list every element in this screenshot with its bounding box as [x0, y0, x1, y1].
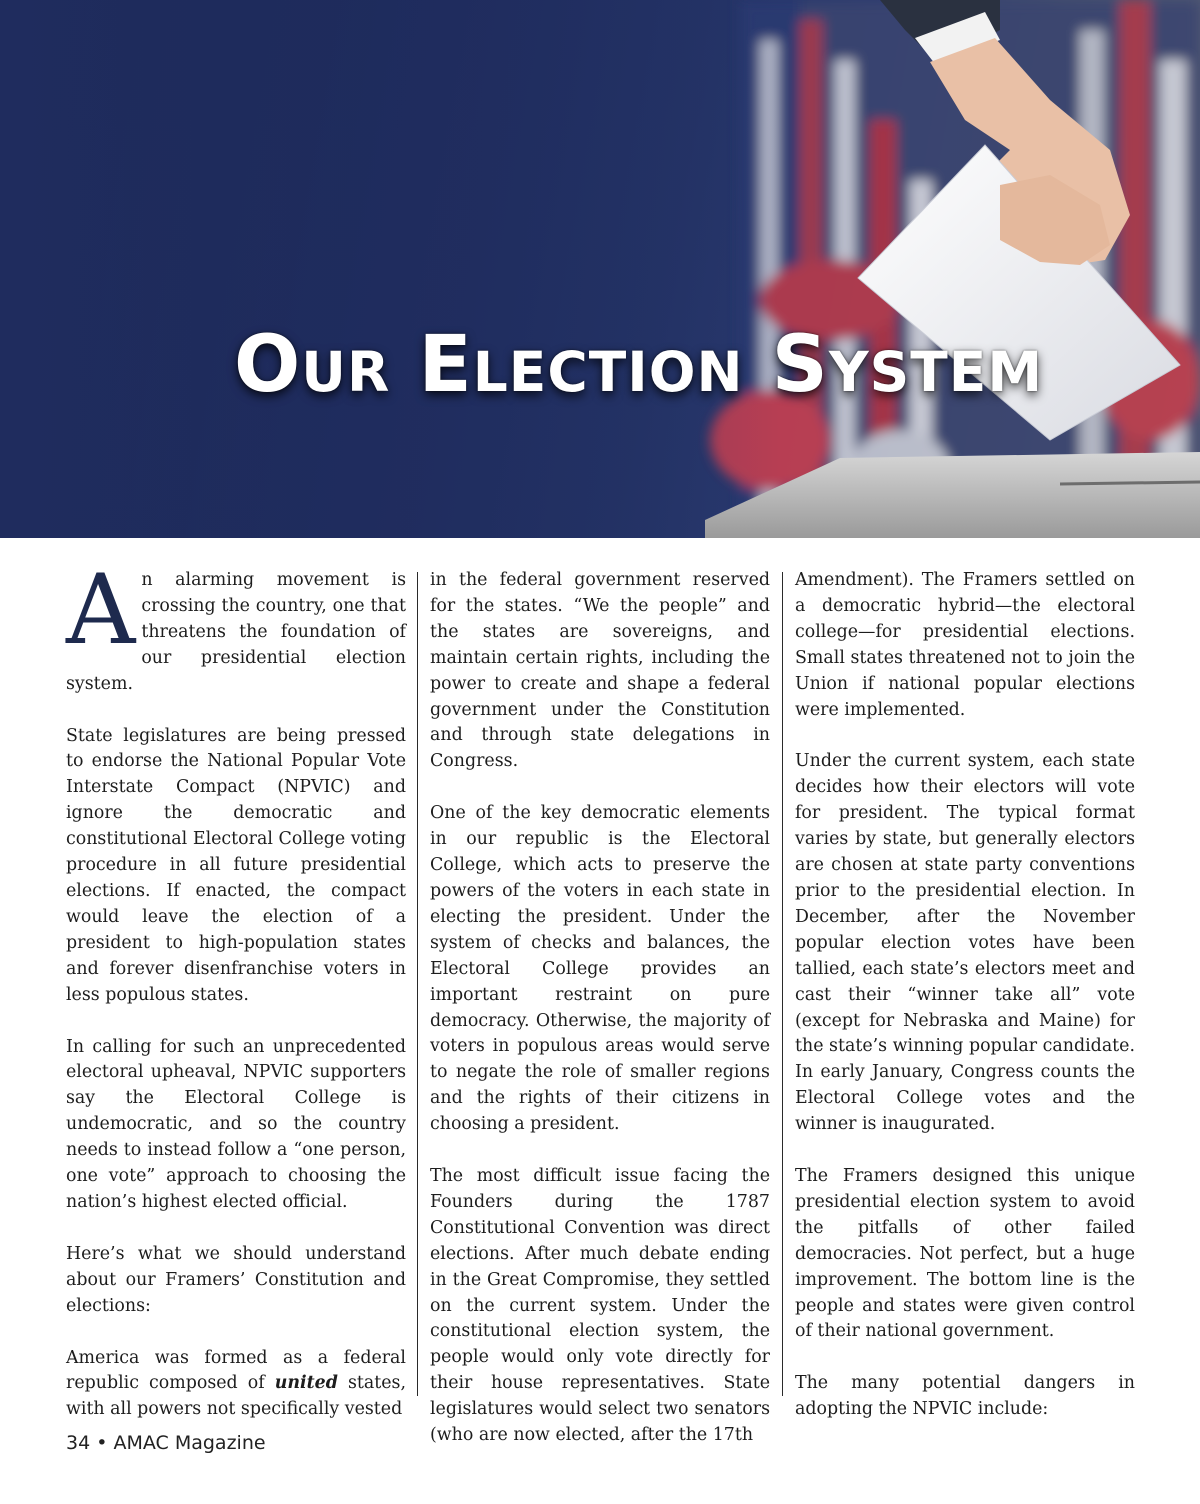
- article-paragraph: Here’s what we should understand about our Framers’ Constitution and elections:: [66, 1243, 406, 1316]
- page-title: Our Election System: [234, 320, 1044, 410]
- article-paragraph: The most difficult issue facing the Founders during the 1787 Constitutional Convention was direct elections. After much debate ending in the Great Compromise, they settled on the current system. Under the constitutional election system, the people would only vote directly for their house representatives. State legislatures would select two senators (who are now elected, after the 17th: [430, 1166, 770, 1446]
- page-footer: 34 • AMAC Magazine: [66, 1432, 266, 1454]
- article-paragraph: Under the current system, each state decides how their electors will vote for president. The typical format varies by state, but generally electors are chosen at state party conventions prior to the presidential election. In December, after the November popular election votes have been tallied, each state’s electors meet and cast their “winner take all” vote (except for Nebraska and Maine) for the state’s winning popular candidate. In early January, Congress counts the Electoral College votes and the winner is inaugurated.: [795, 751, 1135, 1135]
- article-column-3: [795, 568, 1135, 1449]
- drop-cap: A: [66, 554, 136, 666]
- ballot-slot: [1060, 482, 1200, 484]
- article-paragraph: in the federal government reserved for the states. “We the people” and the states are sovereigns, and maintain certain rights, including the power to create and shape a federal government under the Constitution and through state delegations in Congress.: [430, 570, 770, 772]
- hero-banner: [0, 0, 1200, 538]
- article-paragraph: The many potential dangers in adopting the NPVIC include:: [795, 1373, 1135, 1420]
- article-paragraph: One of the key democratic elements in our republic is the Electoral College, which acts to preserve the powers of the voters in each state in electing the president. Under the system of checks and balances, the Electoral College provides an important restraint on pure democracy. Otherwise, the majority of voters in populous areas would serve to negate the role of smaller regions and the rights of their citizens in choosing a president.: [430, 803, 770, 1135]
- article-paragraph: An alarming movement is crossing the country, one that threatens the foundation of our presidential election system.: [66, 554, 406, 694]
- article-column-1: [66, 554, 407, 1449]
- article-paragraph: In calling for such an unprecedented electoral upheaval, NPVIC supporters say the Electoral College is undemocratic, and so the country needs to instead follow a “one person, one vote” approach to choosing the nation’s highest elected official.: [66, 1036, 406, 1212]
- article-paragraph: America was formed as a federal republic composed of united states, with all powers not specifically vested: [66, 1347, 407, 1420]
- article-paragraph: The Framers designed this unique presidential election system to avoid the pitfalls of other failed democracies. Not perfect, but a huge improvement. The bottom line is the people and states were given control of their national government.: [795, 1166, 1135, 1342]
- emphasis-text: united: [274, 1373, 338, 1394]
- article-paragraph: State legislatures are being pressed to endorse the National Popular Vote Interstate Compact (NPVIC) and ignore the democratic and constitutional Electoral College voting procedure in all future presidential elections. If enacted, the compact would leave the election of a president to high-population states and forever disenfranchise voters in less populous states.: [66, 725, 406, 1005]
- article-column-2: [430, 568, 770, 1475]
- article-paragraph: Amendment). The Framers settled on a democratic hybrid—the electoral college—for presidential elections. Small states threatened not to join the Union if national popular elections were implemented.: [795, 570, 1135, 720]
- ballot-hero-image: [0, 0, 1200, 538]
